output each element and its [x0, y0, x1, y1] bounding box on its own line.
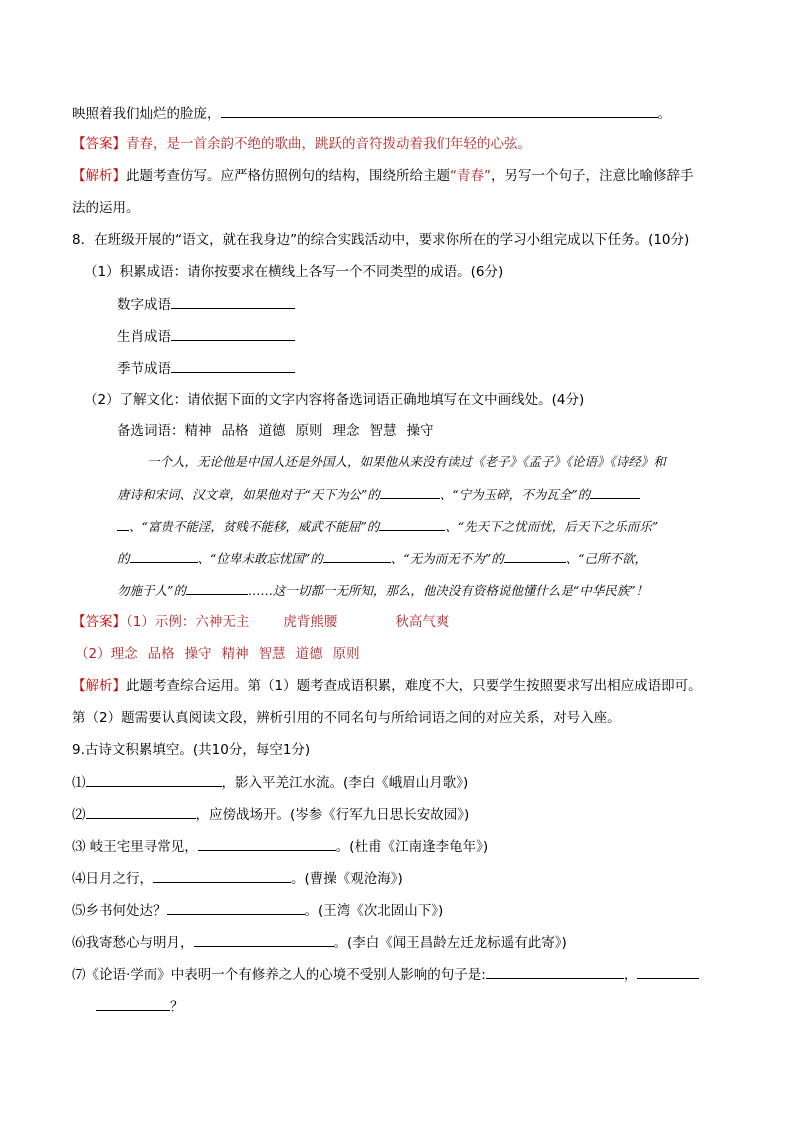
answer-blank[interactable] [86, 772, 222, 787]
answer-word: 智慧 [258, 646, 286, 662]
answer-idiom: 秋高气爽 [395, 614, 450, 630]
q9-item-7: ⑺《论语·学而》中表明一个有修养之人的心境不受别人影响的句子是: ， [72, 964, 699, 985]
q8-part1: （1）积累成语：请你按要求在横线上各写一个不同类型的成语。(6分) [84, 264, 504, 280]
option-word: 道德 [258, 423, 286, 439]
answer-blank[interactable] [323, 548, 391, 563]
answer-idiom: 六神无主 [195, 614, 250, 630]
q9-item-3: ⑶ 岐王宅里寻常见， 。(杜甫《江南逢李龟年》) [72, 836, 488, 857]
q7-analysis-text: 法的运用。 [72, 200, 140, 216]
q8-answer-line2: （2）理念 品格 操守 精神 智慧 道德 原则 [75, 646, 360, 662]
answer-blank[interactable] [153, 868, 291, 883]
analysis-tag: 【解析】 [72, 678, 126, 694]
passage-line-1: 一个人，无论他是中国人还是外国人，如果他从来没有读过《老子》《孟子》《论语》《诗经》和 [147, 454, 666, 469]
answer-blank[interactable] [198, 836, 336, 851]
q7-tail-end: 。 [657, 106, 671, 122]
passage-line-3: 、“富贵不能淫，贫贱不能移，威武不能屈”的 、“先天下之忧而忧，后天下之乐而乐” [117, 516, 658, 537]
q8-analysis-line1: 【解析】此题考查综合运用。第（1）题考查成语积累，难度不大，只要学生按照要求写出相应成语即可。 [72, 678, 702, 694]
q8-part2: （2）了解文化：请依据下面的文字内容将备选词语正确地填写在文中画线处。(4分) [84, 392, 585, 408]
option-word: 精神 [184, 423, 212, 439]
option-word: 理念 [332, 423, 360, 439]
analysis-tag: 【解析】 [72, 168, 126, 184]
q9-item-6: ⑹我寄愁心与明月， 。(李白《闻王昌龄左迁龙标遥有此寄》) [72, 932, 567, 953]
q8-options: 备选词语：精神 品格 道德 原则 理念 智慧 操守 [117, 423, 434, 439]
q9-item-5: ⑸乡书何处达？ 。(王湾《次北固山下》) [72, 900, 443, 921]
q9-stem: 9.古诗文积累填空。(共10分，每空1分) [72, 742, 311, 758]
q8-item-number-idiom: 数字成语 [117, 294, 295, 315]
answer-blank[interactable] [637, 964, 699, 979]
q7-analysis-line2 [72, 198, 140, 218]
answer-word: 原则 [332, 646, 360, 662]
answer-blank[interactable] [221, 103, 658, 118]
q9-item-4: ⑷日月之行， 。(曹操《观沧海》) [72, 868, 403, 889]
answer-blank[interactable] [486, 964, 624, 979]
option-word: 品格 [221, 423, 249, 439]
option-word: 智慧 [369, 423, 397, 439]
answer-word: 操守 [184, 646, 212, 662]
answer-blank[interactable] [117, 516, 129, 531]
answer-blank[interactable] [86, 804, 196, 819]
answer-blank[interactable] [590, 484, 640, 499]
answer-blank[interactable] [504, 548, 566, 563]
answer-blank[interactable] [194, 932, 334, 947]
answer-blank[interactable] [167, 900, 305, 915]
q9-item-2: ⑵ ，应傍战场开。(岑参《行军九日思长安故园》) [72, 804, 469, 825]
answer-blank[interactable] [171, 326, 295, 341]
option-word: 原则 [295, 423, 323, 439]
answer-tag: 【答案】 [72, 136, 126, 152]
q7-tail-text: 映照着我们灿烂的脸庞， [72, 106, 221, 122]
answer-idiom: 虎背熊腰 [283, 614, 338, 630]
answer-blank[interactable] [186, 580, 248, 595]
q9-item-7-cont: ？ [96, 996, 184, 1017]
q7-analysis-theme: “青春” [450, 168, 491, 184]
q8-item-zodiac-idiom: 生肖成语 [117, 326, 295, 347]
answer-word: 精神 [221, 646, 249, 662]
answer-blank[interactable] [130, 548, 198, 563]
answer-blank[interactable] [171, 294, 295, 309]
answer-blank[interactable] [96, 996, 170, 1011]
passage-line-2: 唐诗和宋词、汉文章，如果他对于“天下为公”的 、“宁为玉碎，不为瓦全”的 [117, 484, 640, 505]
q8-analysis-line2: 第（2）题需要认真阅读文段，辨析引用的不同名句与所给词语之间的对应关系，对号入座。 [72, 710, 621, 726]
answer-blank[interactable] [379, 516, 445, 531]
q7-analysis-line1 [72, 166, 694, 186]
answer-word: 道德 [295, 646, 323, 662]
option-word: 操守 [406, 423, 434, 439]
q8-answer-line1: 【答案】（1）示例：六神无主 虎背熊腰 秋高气爽 [72, 614, 450, 630]
q7-answer [72, 134, 531, 154]
passage-line-4: 的 、“位卑未敢忘忧国”的 、“无为而无不为”的 、“己所不欲， [117, 548, 647, 569]
answer-word: 品格 [147, 646, 175, 662]
q8-stem: 8．在班级开展的“语文，就在我身边”的综合实践活动中，要求你所在的学习小组完成以下任务。(10分) [72, 232, 690, 248]
answer-blank[interactable] [171, 358, 295, 373]
answer-word: 理念 [110, 646, 138, 662]
q9-item-1: ⑴ ，影入平羌江水流。(李白《峨眉山月歌》) [72, 772, 468, 793]
passage-line-5: 勿施于人”的 ……这一切都一无所知，那么，他决没有资格说他懂什么是“中华民族”！ [117, 580, 648, 601]
q7-tail-line [72, 103, 671, 124]
q7-answer-text: 青春，是一首余韵不绝的歌曲，跳跃的音符拨动着我们年轻的心弦。 [126, 136, 531, 152]
answer-tag: 【答案】 [72, 614, 126, 630]
q7-analysis-text: 此题考查仿写。应严格仿照例句的结构，围绕所给主题 [126, 168, 450, 184]
answer-blank[interactable] [380, 484, 440, 499]
q8-item-season-idiom: 季节成语 [117, 358, 295, 379]
q7-analysis-text: ，另写一个句子，注意比喻修辞手 [491, 168, 694, 184]
